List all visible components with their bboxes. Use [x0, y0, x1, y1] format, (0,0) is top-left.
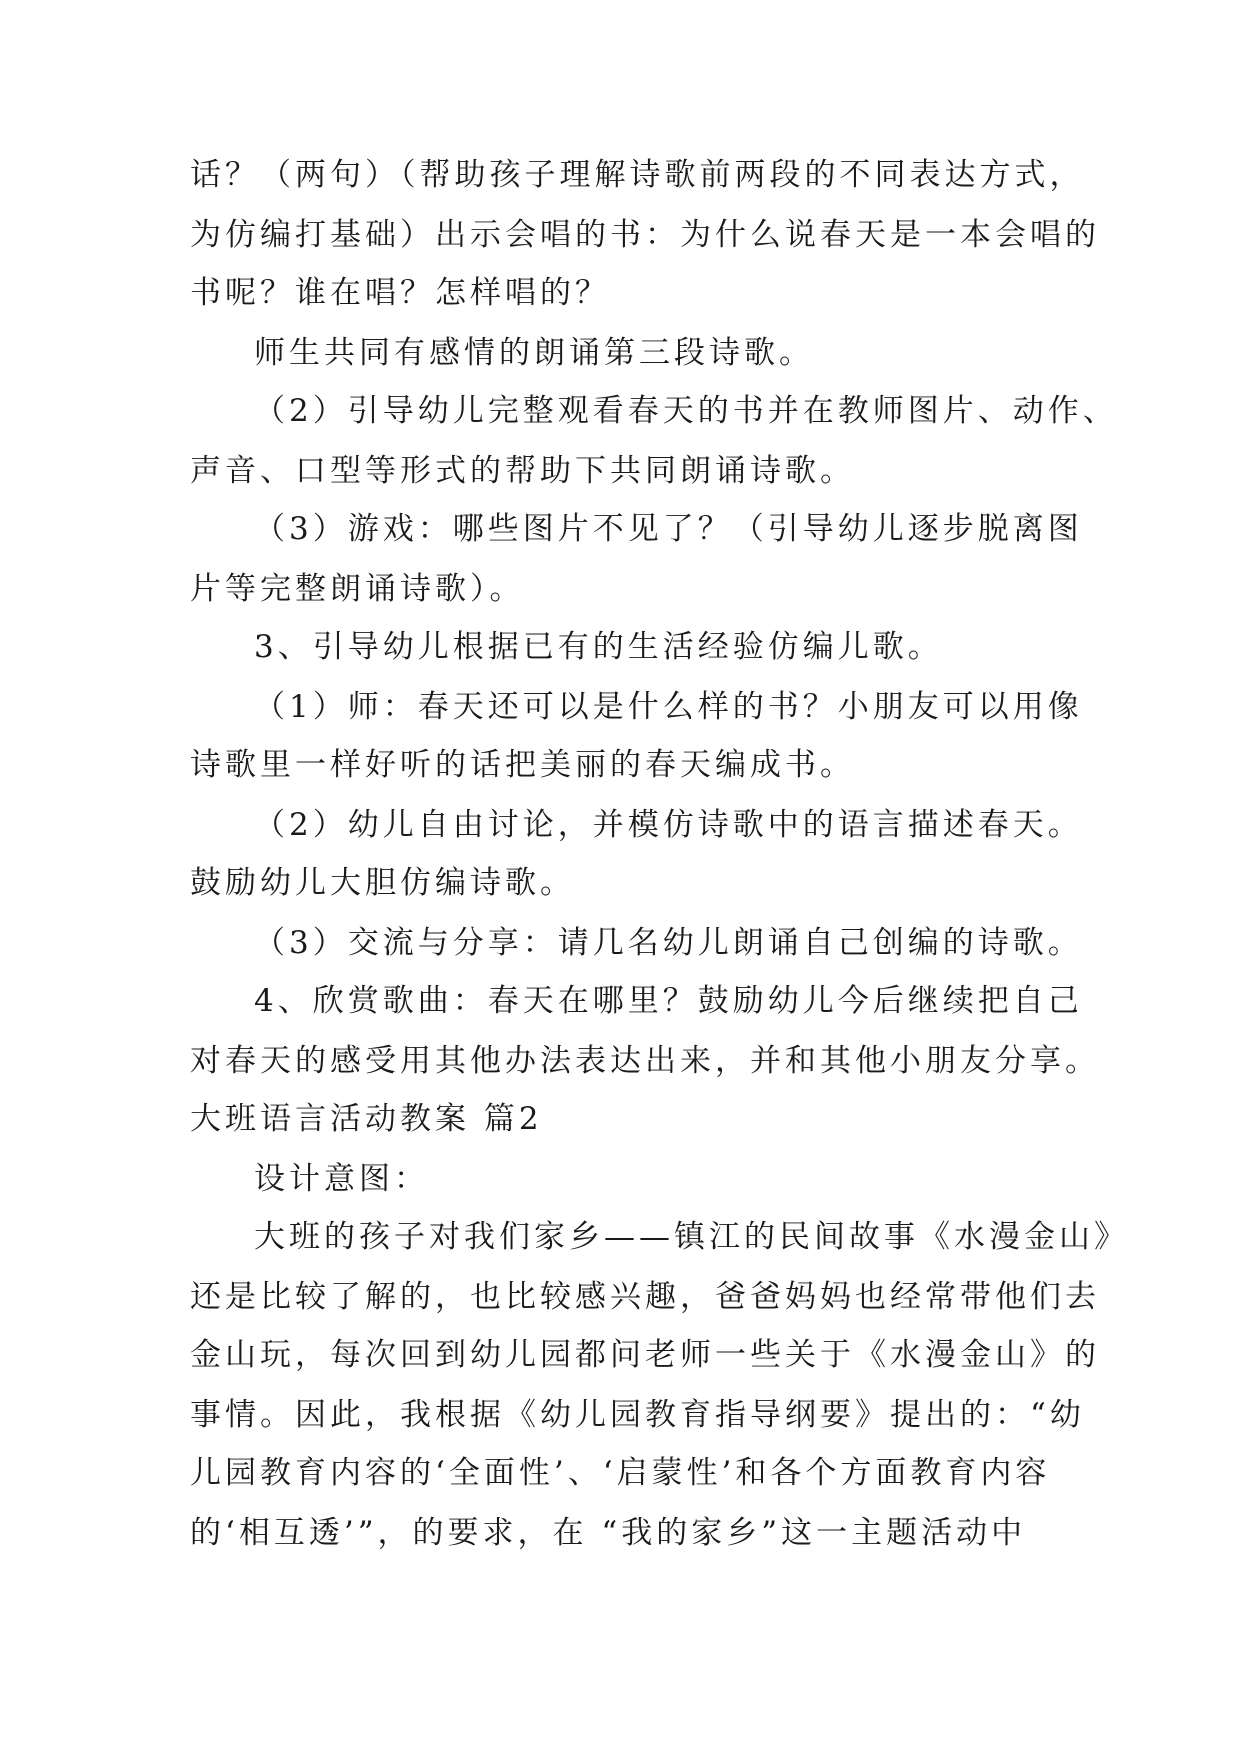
text-line: 设计意图：: [254, 1161, 429, 1197]
text-line: （3）交流与分享：请几名幼儿朗诵自己创编的诗歌。: [254, 925, 1083, 961]
text-line: 声音、口型等形式的帮助下共同朗诵诗歌。: [190, 453, 855, 489]
text-line: （2）引导幼儿完整观看春天的书并在教师图片、动作、: [254, 393, 1118, 429]
text-line: （3）游戏：哪些图片不见了？（引导幼儿逐步脱离图: [254, 511, 1083, 547]
section-heading: 大班语言活动教案 篇2: [190, 1101, 543, 1137]
text-line: 书呢？谁在唱？怎样唱的？: [190, 275, 610, 311]
text-line: 诗歌里一样好听的话把美丽的春天编成书。: [190, 747, 855, 783]
text-line: 4、欣赏歌曲：春天在哪里？鼓励幼儿今后继续把自己: [254, 983, 1083, 1019]
text-line: 对春天的感受用其他办法表达出来，并和其他小朋友分享。: [190, 1043, 1100, 1079]
text-line: （2）幼儿自由讨论，并模仿诗歌中的语言描述春天。: [254, 807, 1083, 843]
text-line: 3、引导幼儿根据已有的生活经验仿编儿歌。: [254, 629, 943, 665]
text-line: 的‘相互透’”，的要求，在 “我的家乡”这一主题活动中: [190, 1515, 1027, 1551]
text-line: 事情。因此，我根据《幼儿园教育指导纲要》提出的：“幼: [190, 1397, 1085, 1433]
text-line: 为仿编打基础）出示会唱的书：为什么说春天是一本会唱的: [190, 217, 1100, 253]
text-line: 师生共同有感情的朗诵第三段诗歌。: [254, 335, 814, 371]
text-line: 金山玩，每次回到幼儿园都问老师一些关于《水漫金山》的: [190, 1337, 1100, 1373]
text-line: 大班的孩子对我们家乡——镇江的民间故事《水漫金山》: [254, 1219, 1129, 1255]
text-line: 片等完整朗诵诗歌）。: [190, 571, 525, 607]
text-line: 儿园教育内容的‘全面性’、‘启蒙性’和各个方面教育内容: [190, 1455, 1051, 1491]
text-line: 还是比较了解的，也比较感兴趣，爸爸妈妈也经常带他们去: [190, 1279, 1100, 1315]
text-line: （1）师：春天还可以是什么样的书？小朋友可以用像: [254, 689, 1083, 725]
text-line: 话？（两句）（帮助孩子理解诗歌前两段的不同表达方式，: [190, 157, 1085, 193]
text-line: 鼓励幼儿大胆仿编诗歌。: [190, 865, 575, 901]
